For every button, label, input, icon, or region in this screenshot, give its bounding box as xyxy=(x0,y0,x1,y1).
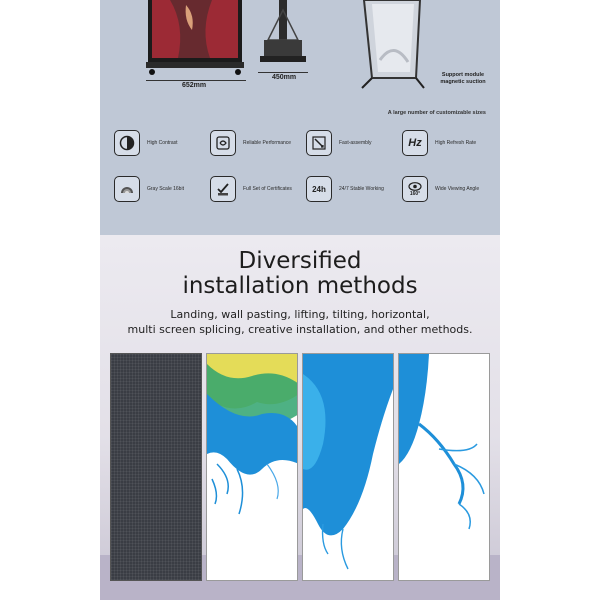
section-title-line-2: installation methods xyxy=(182,273,418,299)
led-panel-ink-2 xyxy=(302,353,394,581)
dimension-label-depth: 450mm xyxy=(272,74,297,81)
feature-item: Hz High Refresh Rate xyxy=(402,128,494,158)
custom-sizes-note: A large number of customizable sizes xyxy=(387,110,486,116)
feature-item: 160° Wide Viewing Angle xyxy=(402,174,494,204)
section-subtitle-line-2: multi screen splicing, creative installation, and other methods. xyxy=(127,323,473,336)
grayscale-icon xyxy=(114,176,140,202)
installation-section xyxy=(100,235,500,600)
dimension-label-width: 652mm xyxy=(182,82,207,89)
dimension-line xyxy=(146,80,246,81)
feature-item: Fast-assembly xyxy=(306,128,398,158)
led-panel-ink-1 xyxy=(206,353,298,581)
assembly-icon xyxy=(306,130,332,156)
refresh-rate-icon: Hz xyxy=(402,130,428,156)
feature-item: High Contrast xyxy=(114,128,206,158)
section-subtitle-line-1: Landing, wall pasting, lifting, tilting, horizontal, xyxy=(170,308,430,321)
stable-working-icon: 24h xyxy=(306,176,332,202)
feature-item: Gray Scale 16bit xyxy=(114,174,206,204)
support-note: Support module magnetic suction xyxy=(440,72,486,85)
poster-screen-front-image xyxy=(140,0,250,80)
contrast-icon xyxy=(114,130,140,156)
spec-section xyxy=(100,0,500,235)
led-panel-ink-3 xyxy=(398,353,490,581)
led-panel-dark xyxy=(110,353,202,581)
dimension-line xyxy=(258,72,308,73)
performance-icon xyxy=(210,130,236,156)
certificate-icon xyxy=(210,176,236,202)
section-title-line-1: Diversified xyxy=(238,248,362,274)
feature-item: Reliable Performance xyxy=(210,128,302,158)
feature-item: 24h 24/7 Stable Working xyxy=(306,174,398,204)
poster-screen-side-image xyxy=(258,0,308,72)
feature-item: Full Set of Certificates xyxy=(210,174,302,204)
viewing-angle-icon: 160° xyxy=(402,176,428,202)
poster-screen-easel-image xyxy=(358,0,428,90)
product-page xyxy=(100,0,500,600)
